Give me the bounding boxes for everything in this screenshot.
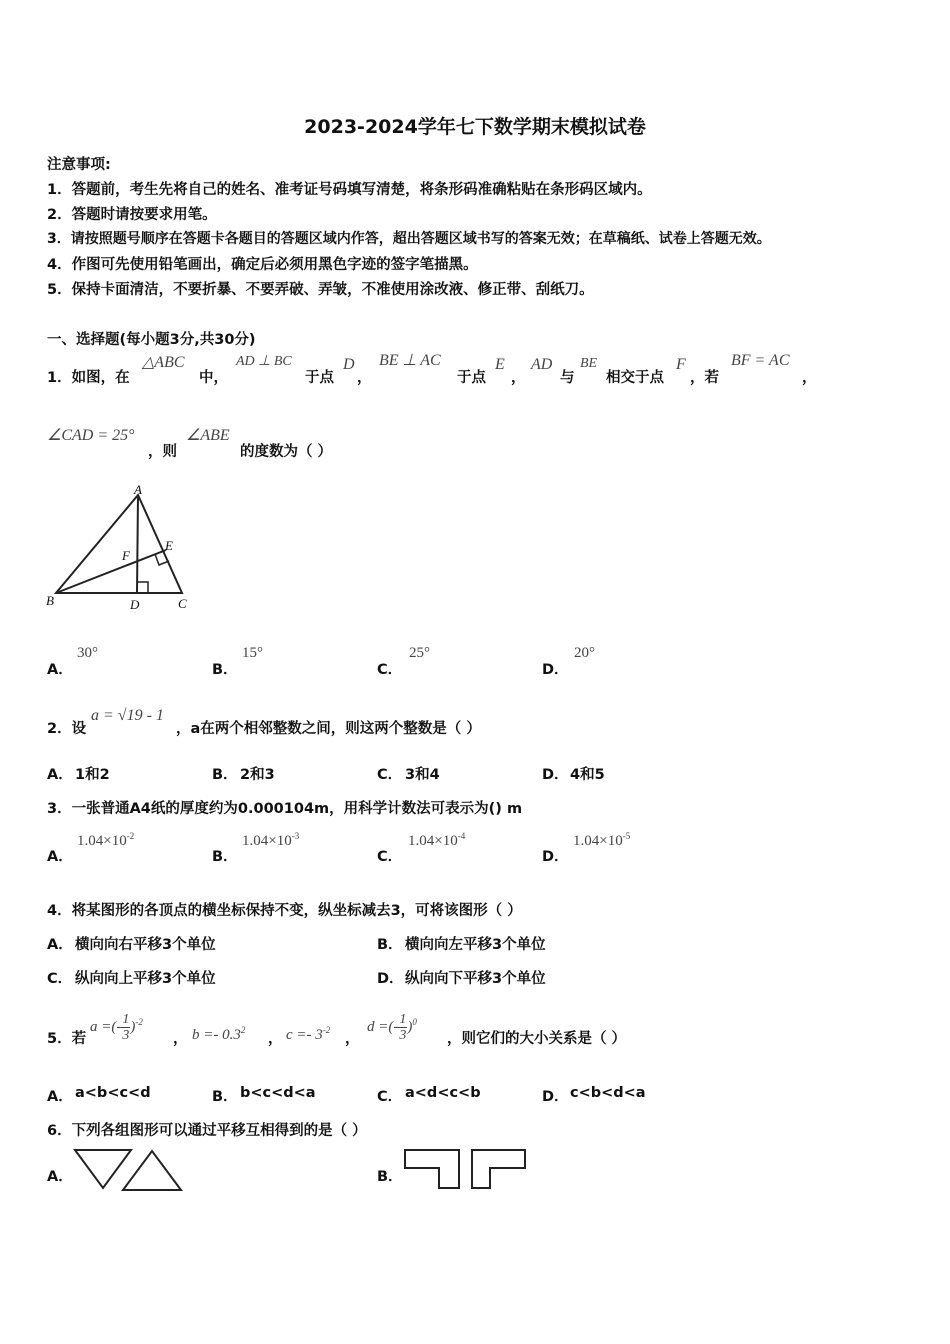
q1-math: F	[676, 356, 686, 373]
notice-item: 3．请按照题号顺序在答题卡各题目的答题区域内作答，超出答题区域书写的答案无效；在草稿纸、试卷上答题无效。	[47, 231, 771, 247]
option-label: B．	[212, 849, 238, 865]
q1-text: ，则	[148, 444, 177, 460]
option-label: C．	[377, 849, 403, 865]
q5-sep: ，	[173, 1031, 188, 1047]
q5-sep: ，	[345, 1031, 360, 1047]
notice-heading: 注意事项:	[47, 157, 111, 173]
option-label: C．	[377, 662, 403, 678]
option-value: 1和2	[75, 767, 110, 783]
option-value: 纵向向上平移3个单位	[75, 971, 216, 987]
option-value: $1.04\times 10^{-3}$	[242, 831, 300, 849]
option-value: 30°	[77, 645, 98, 661]
triangle-abc	[56, 495, 182, 593]
triangles-figure	[72, 1147, 188, 1193]
option-value: 3和4	[405, 767, 440, 783]
q2-text: ，a在两个相邻整数之间，则这两个整数是（ ）	[176, 721, 481, 737]
option-value: a<b<c<d	[75, 1085, 151, 1101]
l-shape-right	[472, 1150, 525, 1188]
q1-math: AD ⊥ BC	[236, 354, 292, 369]
option-label: B．	[377, 937, 403, 953]
q1-text: ，	[357, 370, 372, 386]
option-label: C．	[377, 767, 403, 783]
option-label: C．	[47, 971, 73, 987]
triangle-up	[123, 1151, 181, 1190]
l-shape-left	[405, 1150, 459, 1188]
q1-text: ，若	[690, 370, 719, 386]
triangle-figure	[40, 478, 200, 618]
label-e: E	[165, 538, 173, 553]
option-label: B．	[212, 1089, 238, 1105]
q6-text: 6．下列各组图形可以通过平移互相得到的是（ ）	[47, 1123, 367, 1139]
label-f: F	[122, 548, 130, 563]
altitude-be	[56, 550, 166, 593]
q1-math: BE ⊥ AC	[379, 352, 441, 369]
q1-text: 相交于点	[606, 370, 664, 386]
option-value: 20°	[574, 645, 595, 661]
q5-text: 5．若	[47, 1031, 87, 1047]
option-value: $1.04\times 10^{-2}$	[77, 831, 135, 849]
q1-math: ∠CAD = 25°	[47, 427, 135, 444]
altitude-ad	[137, 495, 138, 593]
label-d: D	[130, 597, 140, 612]
option-value: 纵向向下平移3个单位	[405, 971, 546, 987]
q1-math: AD	[531, 356, 553, 373]
option-value: 2和3	[240, 767, 275, 783]
label-b: B	[46, 593, 54, 608]
option-value: 横向向左平移3个单位	[405, 937, 546, 953]
option-label: A．	[47, 1169, 73, 1185]
q1-math: BF = AC	[731, 352, 790, 369]
option-value: b<c<d<a	[240, 1085, 316, 1101]
triangle-down	[75, 1150, 131, 1188]
l-shapes-figure	[401, 1146, 531, 1194]
option-label: A．	[47, 937, 73, 953]
q2-text: 2．设	[47, 721, 87, 737]
option-value: 15°	[242, 645, 263, 661]
notice-item: 1．答题前，考生先将自己的姓名、准考证号码填写清楚，将条形码准确粘贴在条形码区域内。	[47, 182, 652, 198]
label-a: A	[134, 482, 142, 497]
notice-item: 4．作图可先使用铅笔画出，确定后必须用黑色字迹的签字笔描黑。	[47, 257, 478, 273]
option-value: c<b<d<a	[570, 1085, 646, 1101]
q1-math: E	[495, 356, 505, 373]
right-angle-mark-d	[137, 582, 148, 593]
q1-text: ，	[802, 370, 817, 386]
page-title: 2023-2024学年七下数学期末模拟试卷	[304, 116, 646, 138]
q1-math: △ABC	[142, 354, 185, 371]
option-label: C．	[377, 1089, 403, 1105]
option-label: B．	[212, 767, 238, 783]
q1-text: 与	[560, 370, 575, 386]
option-label: A．	[47, 849, 73, 865]
q1-text: 1．如图，在	[47, 370, 130, 386]
option-label: D．	[542, 849, 569, 865]
option-label: D．	[542, 662, 569, 678]
option-value: a<d<c<b	[405, 1085, 481, 1101]
q1-text: 的度数为（ ）	[240, 444, 333, 460]
option-value: $1.04\times 10^{-4}$	[408, 831, 466, 849]
label-c: C	[178, 596, 187, 611]
q1-math: D	[343, 356, 355, 373]
q1-text: 中，	[199, 370, 228, 386]
option-label: A．	[47, 767, 73, 783]
notice-item: 2．答题时请按要求用笔。	[47, 207, 217, 223]
q5-sep: ，	[268, 1031, 283, 1047]
option-value: 25°	[409, 645, 430, 661]
option-label: A．	[47, 1089, 73, 1105]
q1-text: ，	[511, 370, 526, 386]
option-value: 4和5	[570, 767, 605, 783]
q1-math: BE	[580, 356, 598, 371]
q2-math: a = √19 - 1	[91, 707, 164, 724]
option-label: B．	[377, 1169, 403, 1185]
q5-expr-c: $c =- 3^{-2}$	[286, 1025, 331, 1043]
option-label: D．	[542, 767, 569, 783]
q3-text: 3．一张普通A4纸的厚度约为0.000104m，用科学计数法可表示为() m	[47, 801, 523, 817]
option-label: A．	[47, 662, 73, 678]
option-value: 横向向右平移3个单位	[75, 937, 216, 953]
q5-expr-a: a =(- $\frac{1}{3}$ )$^{-2}$	[90, 1012, 143, 1043]
q5-text: ，则它们的大小关系是（ ）	[447, 1031, 627, 1047]
q1-text: 于点	[305, 370, 334, 386]
q5-expr-d: d =(- $\frac{1}{3}$ )$^0$	[367, 1012, 417, 1043]
option-value: $1.04\times 10^{-5}$	[573, 831, 631, 849]
q1-text: 于点	[457, 370, 486, 386]
option-label: D．	[542, 1089, 569, 1105]
notice-item: 5．保持卡面清洁，不要折暴、不要弄破、弄皱，不准使用涂改液、修正带、刮纸刀。	[47, 282, 594, 298]
option-label: B．	[212, 662, 238, 678]
q4-text: 4．将某图形的各顶点的横坐标保持不变，纵坐标减去3，可将该图形（ ）	[47, 903, 522, 919]
section-heading: 一、选择题(每小题3分,共30分)	[47, 332, 256, 348]
q5-expr-b: $b =- 0.3^2$	[192, 1025, 246, 1043]
q1-math: ∠ABE	[186, 427, 230, 444]
option-label: D．	[377, 971, 404, 987]
